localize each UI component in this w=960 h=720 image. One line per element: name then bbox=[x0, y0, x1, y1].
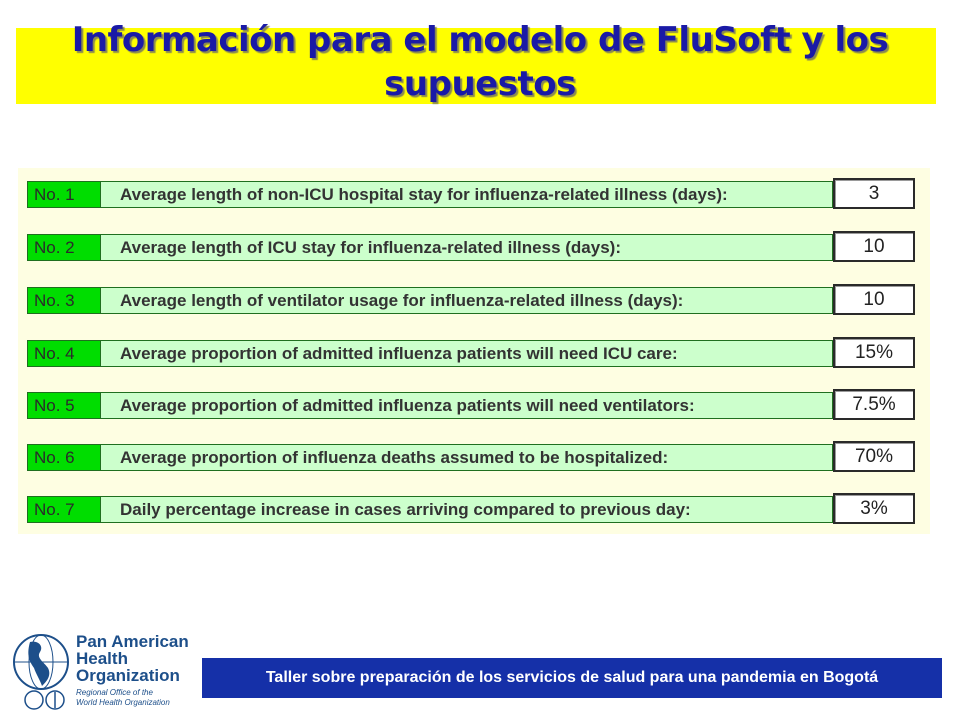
parameter-number: No. 5 bbox=[28, 393, 101, 418]
parameter-label-box bbox=[27, 392, 833, 419]
parameter-value-field[interactable]: 15% bbox=[833, 337, 915, 368]
parameter-number: No. 1 bbox=[28, 182, 101, 207]
parameter-row-4 bbox=[27, 337, 931, 368]
parameter-description: Average proportion of influenza deaths assumed to be hospitalized: bbox=[120, 448, 669, 467]
parameter-value-field[interactable]: 3 bbox=[833, 178, 915, 209]
parameter-number: No. 3 bbox=[28, 288, 101, 313]
parameter-number: No. 4 bbox=[28, 341, 101, 366]
paho-logo-name: Pan American Health Organization bbox=[76, 632, 189, 685]
slide-title: Información para el modelo de FluSoft y los supuestos bbox=[71, 20, 889, 104]
parameter-label-box bbox=[27, 496, 833, 523]
footer-text: Taller sobre preparación de los servicios de salud para una pandemia en Bogotá bbox=[265, 669, 879, 686]
parameter-label-box bbox=[27, 444, 833, 471]
paho-logo-subtitle: Regional Office of the World Health Organization bbox=[76, 688, 170, 707]
parameter-label-box bbox=[27, 287, 833, 314]
parameter-number: No. 6 bbox=[28, 445, 101, 470]
parameter-value-field[interactable]: 3% bbox=[833, 493, 915, 524]
parameter-label-box bbox=[27, 234, 833, 261]
parameter-description: Average proportion of admitted influenza patients will need ICU care: bbox=[120, 344, 678, 363]
footer-bar bbox=[202, 658, 942, 698]
paho-logo bbox=[10, 630, 195, 712]
parameter-description: Average length of ICU stay for influenza-related illness (days): bbox=[120, 238, 621, 257]
parameter-row-7 bbox=[27, 493, 931, 524]
parameter-description: Average proportion of admitted influenza patients will need ventilators: bbox=[120, 396, 695, 415]
parameter-value-field[interactable]: 7.5% bbox=[833, 389, 915, 420]
parameter-row-6 bbox=[27, 441, 931, 472]
parameter-number: No. 2 bbox=[28, 235, 101, 260]
parameter-description: Average length of non-ICU hospital stay for influenza-related illness (days): bbox=[120, 185, 728, 204]
flusoft-input-panel bbox=[18, 168, 930, 534]
parameter-label-box bbox=[27, 340, 833, 367]
parameter-value-field[interactable]: 70% bbox=[833, 441, 915, 472]
parameter-description: Average length of ventilator usage for influenza-related illness (days): bbox=[120, 291, 684, 310]
parameter-row-1 bbox=[27, 178, 931, 209]
parameter-number: No. 7 bbox=[28, 497, 101, 522]
parameter-value-field[interactable]: 10 bbox=[833, 284, 915, 315]
parameter-value-field[interactable]: 10 bbox=[833, 231, 915, 262]
parameter-row-3 bbox=[27, 284, 931, 315]
parameter-row-2 bbox=[27, 231, 931, 262]
parameter-row-5 bbox=[27, 389, 931, 420]
parameter-label-box bbox=[27, 181, 833, 208]
parameter-description: Daily percentage increase in cases arriving compared to previous day: bbox=[120, 500, 691, 519]
